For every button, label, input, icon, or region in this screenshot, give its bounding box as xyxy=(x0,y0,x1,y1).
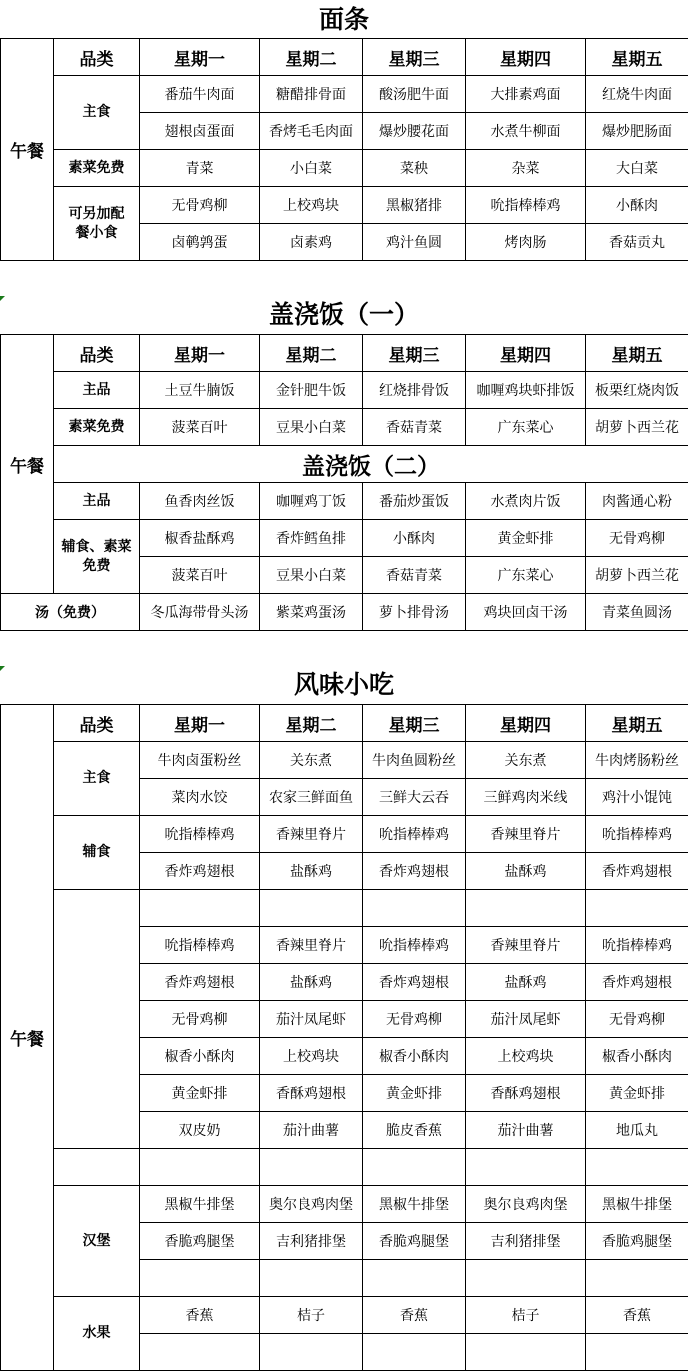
menu-cell: 吮指棒棒鸡 xyxy=(363,816,466,853)
menu-cell: 吮指棒棒鸡 xyxy=(140,816,260,853)
menu-cell: 香辣里脊片 xyxy=(466,816,586,853)
menu-cell: 三鲜大云吞 xyxy=(363,779,466,816)
menu-cell: 桔子 xyxy=(260,1297,363,1334)
menu-cell: 卤素鸡 xyxy=(260,224,363,261)
menu-cell: 糖醋排骨面 xyxy=(260,76,363,113)
menu-cell xyxy=(363,1149,466,1186)
menu-cell: 咖喱鸡块虾排饭 xyxy=(466,372,586,409)
category-label: 主食 xyxy=(54,76,140,150)
menu-cell: 椒香小酥肉 xyxy=(363,1038,466,1075)
day-header: 星期五 xyxy=(586,335,688,372)
menu-cell: 牛肉烤肠粉丝 xyxy=(586,742,688,779)
category-header: 品类 xyxy=(54,335,140,372)
menu-cell: 椒香盐酥鸡 xyxy=(140,520,260,557)
menu-cell: 无骨鸡柳 xyxy=(586,1001,688,1038)
menu-cell: 吮指棒棒鸡 xyxy=(586,927,688,964)
category-label: 辅食 xyxy=(54,816,140,890)
menu-cell: 三鲜鸡肉米线 xyxy=(466,779,586,816)
menu-cell: 酸汤肥牛面 xyxy=(363,76,466,113)
day-header: 星期三 xyxy=(363,39,466,76)
menu-cell xyxy=(466,1334,586,1371)
menu-cell xyxy=(466,1260,586,1297)
menu-cell: 胡萝卜西兰花 xyxy=(586,557,688,594)
menu-cell: 香蕉 xyxy=(140,1297,260,1334)
menu-cell: 豆果小白菜 xyxy=(260,409,363,446)
category-label: 辅食、素菜免费 xyxy=(54,520,140,594)
menu-cell: 香脆鸡腿堡 xyxy=(140,1223,260,1260)
menu-cell xyxy=(140,1260,260,1297)
day-header: 星期三 xyxy=(363,705,466,742)
menu-cell: 无骨鸡柳 xyxy=(586,520,688,557)
menu-cell: 香菇贡丸 xyxy=(586,224,688,261)
menu-cell: 吮指棒棒鸡 xyxy=(586,816,688,853)
menu-cell xyxy=(586,890,688,927)
menu-cell: 茄汁曲薯 xyxy=(466,1112,586,1149)
menu-cell: 水煮牛柳面 xyxy=(466,113,586,150)
menu-cell: 香炸鸡翅根 xyxy=(140,853,260,890)
section-title-snacks: 风味小吃 xyxy=(0,667,688,703)
menu-cell: 吮指棒棒鸡 xyxy=(466,187,586,224)
soup-cell: 紫菜鸡蛋汤 xyxy=(260,594,363,631)
menu-cell: 牛肉鱼圆粉丝 xyxy=(363,742,466,779)
menu-cell xyxy=(363,890,466,927)
menu-cell xyxy=(260,1260,363,1297)
menu-cell: 鸡汁鱼圆 xyxy=(363,224,466,261)
menu-cell: 双皮奶 xyxy=(140,1112,260,1149)
menu-cell: 香辣里脊片 xyxy=(260,927,363,964)
day-header: 星期一 xyxy=(140,335,260,372)
menu-cell: 无骨鸡柳 xyxy=(140,1001,260,1038)
menu-cell: 小白菜 xyxy=(260,150,363,187)
menu-cell: 广东菜心 xyxy=(466,557,586,594)
menu-cell xyxy=(363,1334,466,1371)
menu-cell: 桔子 xyxy=(466,1297,586,1334)
menu-cell: 香脆鸡腿堡 xyxy=(586,1223,688,1260)
menu-cell: 水煮肉片饭 xyxy=(466,483,586,520)
section-title-rice-1: 盖浇饭（一） xyxy=(0,297,688,333)
menu-cell: 奥尔良鸡肉堡 xyxy=(260,1186,363,1223)
snack-menu-table xyxy=(0,704,688,1371)
menu-cell: 无骨鸡柳 xyxy=(140,187,260,224)
menu-cell: 菜秧 xyxy=(363,150,466,187)
day-header: 星期二 xyxy=(260,39,363,76)
menu-cell: 盐酥鸡 xyxy=(260,964,363,1001)
menu-cell: 盐酥鸡 xyxy=(466,853,586,890)
menu-cell: 香酥鸡翅根 xyxy=(466,1075,586,1112)
category-label xyxy=(54,1149,140,1186)
day-header: 星期四 xyxy=(466,705,586,742)
category-label: 水果 xyxy=(54,1297,140,1371)
day-header: 星期四 xyxy=(466,39,586,76)
menu-cell: 吮指棒棒鸡 xyxy=(140,927,260,964)
menu-cell: 吉利猪排堡 xyxy=(466,1223,586,1260)
menu-cell: 脆皮香蕉 xyxy=(363,1112,466,1149)
category-label: 主食 xyxy=(54,742,140,816)
menu-cell: 地瓜丸 xyxy=(586,1112,688,1149)
menu-cell xyxy=(140,890,260,927)
menu-cell: 香蕉 xyxy=(363,1297,466,1334)
category-label: 主品 xyxy=(54,372,140,409)
category-label: 主品 xyxy=(54,483,140,520)
menu-cell: 青菜 xyxy=(140,150,260,187)
section-title-rice-2: 盖浇饭（二） xyxy=(54,446,688,483)
day-header: 星期四 xyxy=(466,335,586,372)
menu-cell: 香炸鸡翅根 xyxy=(140,964,260,1001)
soup-cell: 青菜鱼圆汤 xyxy=(586,594,688,631)
soup-cell: 萝卜排骨汤 xyxy=(363,594,466,631)
menu-cell: 黄金虾排 xyxy=(140,1075,260,1112)
meal-label: 午餐 xyxy=(1,705,54,1371)
menu-cell: 香辣里脊片 xyxy=(466,927,586,964)
menu-cell: 香烤毛毛肉面 xyxy=(260,113,363,150)
menu-cell: 无骨鸡柳 xyxy=(363,1001,466,1038)
menu-cell: 香脆鸡腿堡 xyxy=(363,1223,466,1260)
soup-cell: 冬瓜海带骨头汤 xyxy=(140,594,260,631)
menu-cell: 黑椒牛排堡 xyxy=(586,1186,688,1223)
soup-label: 汤（免费） xyxy=(1,594,140,631)
day-header: 星期一 xyxy=(140,705,260,742)
menu-cell: 菠菜百叶 xyxy=(140,557,260,594)
category-header: 品类 xyxy=(54,39,140,76)
meal-label: 午餐 xyxy=(1,39,54,261)
menu-cell: 黄金虾排 xyxy=(363,1075,466,1112)
menu-cell xyxy=(363,1260,466,1297)
day-header: 星期一 xyxy=(140,39,260,76)
menu-cell: 烤肉肠 xyxy=(466,224,586,261)
menu-cell: 吉利猪排堡 xyxy=(260,1223,363,1260)
menu-cell: 爆炒腰花面 xyxy=(363,113,466,150)
day-header: 星期五 xyxy=(586,705,688,742)
menu-cell: 椒香小酥肉 xyxy=(586,1038,688,1075)
menu-cell: 肉酱通心粉 xyxy=(586,483,688,520)
menu-cell: 上校鸡块 xyxy=(466,1038,586,1075)
menu-cell: 茄汁曲薯 xyxy=(260,1112,363,1149)
day-header: 星期二 xyxy=(260,335,363,372)
menu-cell: 茄汁凤尾虾 xyxy=(466,1001,586,1038)
rice-menu-table xyxy=(0,334,688,631)
menu-cell: 鱼香肉丝饭 xyxy=(140,483,260,520)
menu-cell: 番茄炒蛋饭 xyxy=(363,483,466,520)
menu-cell: 香蕉 xyxy=(586,1297,688,1334)
category-label: 可另加配餐小食 xyxy=(54,187,140,261)
menu-cell: 卤鹌鹑蛋 xyxy=(140,224,260,261)
menu-cell: 红烧牛肉面 xyxy=(586,76,688,113)
menu-cell: 大排素鸡面 xyxy=(466,76,586,113)
menu-cell: 鸡汁小馄饨 xyxy=(586,779,688,816)
menu-cell xyxy=(260,1334,363,1371)
menu-cell: 杂菜 xyxy=(466,150,586,187)
menu-cell: 茄汁凤尾虾 xyxy=(260,1001,363,1038)
menu-cell: 番茄牛肉面 xyxy=(140,76,260,113)
menu-cell: 广东菜心 xyxy=(466,409,586,446)
category-label: 汉堡 xyxy=(54,1186,140,1297)
menu-cell: 红烧排骨饭 xyxy=(363,372,466,409)
day-header: 星期三 xyxy=(363,335,466,372)
menu-cell: 黑椒猪排 xyxy=(363,187,466,224)
section-title-noodles: 面条 xyxy=(0,2,688,38)
menu-cell: 香菇青菜 xyxy=(363,409,466,446)
soup-cell: 鸡块回卤干汤 xyxy=(466,594,586,631)
menu-cell: 上校鸡块 xyxy=(260,1038,363,1075)
category-label: 素菜免费 xyxy=(54,409,140,446)
menu-cell: 小酥肉 xyxy=(586,187,688,224)
menu-cell: 黄金虾排 xyxy=(466,520,586,557)
noodle-menu-table xyxy=(0,38,688,261)
menu-cell: 大白菜 xyxy=(586,150,688,187)
menu-cell: 板栗红烧肉饭 xyxy=(586,372,688,409)
meal-label: 午餐 xyxy=(1,335,54,594)
menu-cell: 盐酥鸡 xyxy=(260,853,363,890)
menu-cell: 香炸鸡翅根 xyxy=(586,853,688,890)
menu-cell: 农家三鲜面鱼 xyxy=(260,779,363,816)
category-label xyxy=(54,890,140,1149)
category-label: 素菜免费 xyxy=(54,150,140,187)
menu-cell: 关东煮 xyxy=(260,742,363,779)
menu-cell: 小酥肉 xyxy=(363,520,466,557)
menu-cell: 香炸鳕鱼排 xyxy=(260,520,363,557)
menu-cell: 金针肥牛饭 xyxy=(260,372,363,409)
menu-cell: 香辣里脊片 xyxy=(260,816,363,853)
menu-cell xyxy=(466,890,586,927)
menu-cell: 菜肉水饺 xyxy=(140,779,260,816)
menu-cell: 香酥鸡翅根 xyxy=(260,1075,363,1112)
menu-cell xyxy=(260,890,363,927)
menu-cell: 牛肉卤蛋粉丝 xyxy=(140,742,260,779)
menu-cell xyxy=(586,1334,688,1371)
day-header: 星期二 xyxy=(260,705,363,742)
menu-cell: 吮指棒棒鸡 xyxy=(363,927,466,964)
menu-cell: 香炸鸡翅根 xyxy=(363,853,466,890)
menu-cell: 奥尔良鸡肉堡 xyxy=(466,1186,586,1223)
menu-cell xyxy=(260,1149,363,1186)
menu-cell: 土豆牛腩饭 xyxy=(140,372,260,409)
menu-cell xyxy=(466,1149,586,1186)
day-header: 星期五 xyxy=(586,39,688,76)
menu-cell xyxy=(586,1260,688,1297)
menu-cell xyxy=(586,1149,688,1186)
menu-cell: 香炸鸡翅根 xyxy=(363,964,466,1001)
menu-cell: 胡萝卜西兰花 xyxy=(586,409,688,446)
menu-cell xyxy=(140,1149,260,1186)
menu-cell: 关东煮 xyxy=(466,742,586,779)
menu-cell: 黑椒牛排堡 xyxy=(363,1186,466,1223)
menu-cell: 爆炒肥肠面 xyxy=(586,113,688,150)
menu-cell: 黄金虾排 xyxy=(586,1075,688,1112)
menu-cell: 香菇青菜 xyxy=(363,557,466,594)
menu-cell: 翅根卤蛋面 xyxy=(140,113,260,150)
menu-cell: 香炸鸡翅根 xyxy=(586,964,688,1001)
menu-cell: 盐酥鸡 xyxy=(466,964,586,1001)
category-header: 品类 xyxy=(54,705,140,742)
menu-cell: 黑椒牛排堡 xyxy=(140,1186,260,1223)
menu-cell: 上校鸡块 xyxy=(260,187,363,224)
menu-cell: 椒香小酥肉 xyxy=(140,1038,260,1075)
menu-cell xyxy=(140,1334,260,1371)
menu-cell: 咖喱鸡丁饭 xyxy=(260,483,363,520)
menu-cell: 菠菜百叶 xyxy=(140,409,260,446)
menu-cell: 豆果小白菜 xyxy=(260,557,363,594)
